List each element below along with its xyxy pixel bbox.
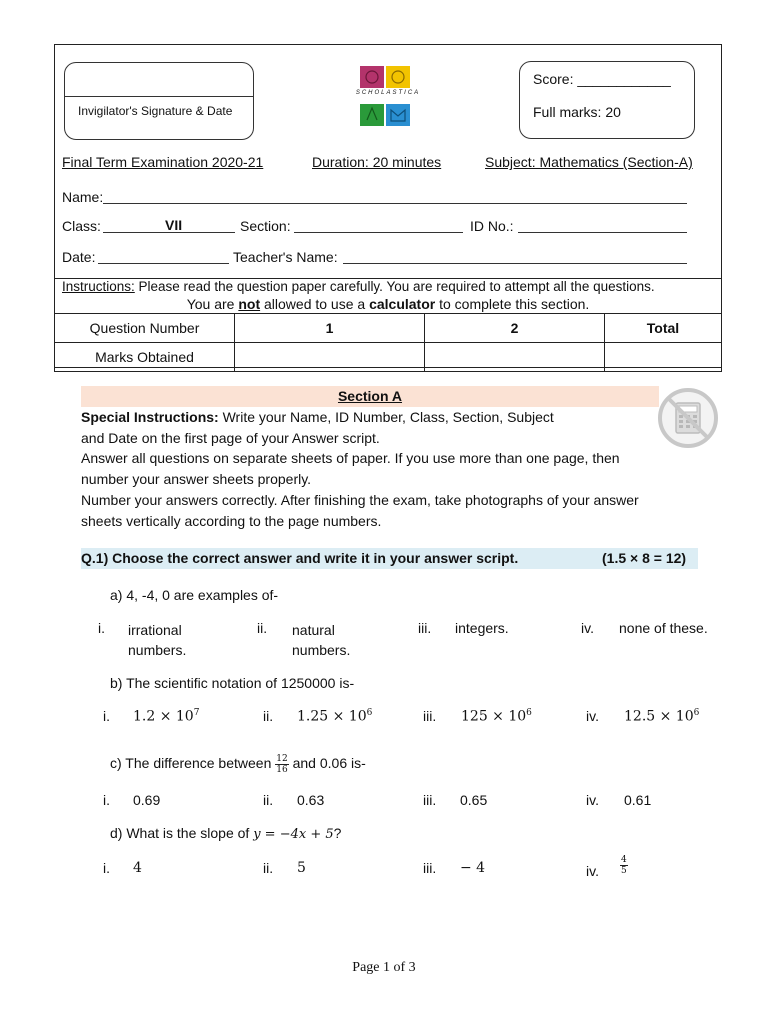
- question-c: [110, 748, 366, 778]
- option-number: iv.: [581, 620, 594, 636]
- option-a-i[interactable]: [128, 620, 186, 660]
- notice-text-b: allowed to use a: [260, 296, 370, 312]
- option-text: 125 × 10: [461, 708, 527, 725]
- option-number: iv.: [586, 863, 599, 879]
- invigilator-box: [64, 62, 254, 140]
- option-text: 12.5 × 10: [624, 708, 694, 725]
- question-text: c) The difference between: [110, 755, 276, 771]
- exam-title: Final Term Examination 2020-21: [62, 154, 264, 170]
- option-number: i.: [103, 708, 110, 724]
- notice-text-c: to complete this section.: [435, 296, 590, 312]
- date-label: Date:: [62, 249, 96, 265]
- option-text: numbers.: [292, 642, 351, 658]
- option-number: iii.: [423, 860, 437, 876]
- fraction-numerator: 4: [621, 855, 627, 865]
- table-header-cell: 1: [235, 314, 425, 343]
- option-b-iv[interactable]: [624, 708, 699, 725]
- special-instructions: [81, 407, 656, 531]
- table-header-cell: Question Number: [55, 314, 235, 343]
- option-text: irrational: [128, 622, 182, 638]
- special-text-1: Write your Name, ID Number, Class, Section, Subject: [218, 409, 554, 425]
- question-a: a) 4, -4, 0 are examples of-: [110, 587, 279, 603]
- teacher-label: Teacher's Name:: [233, 249, 338, 265]
- question-text: d) What is the slope of: [110, 825, 254, 841]
- option-b-iii[interactable]: [461, 708, 532, 725]
- option-a-iii[interactable]: integers.: [455, 620, 509, 636]
- table-row: [55, 343, 722, 372]
- option-d-i[interactable]: 4: [133, 860, 142, 876]
- option-number: ii.: [263, 708, 274, 724]
- date-field[interactable]: [98, 263, 229, 264]
- option-number: i.: [98, 620, 105, 636]
- class-value: VII: [165, 217, 183, 233]
- question-text: ?: [333, 825, 342, 841]
- option-number: i.: [103, 860, 110, 876]
- class-label: Class:: [62, 218, 101, 234]
- notice-calculator: calculator: [369, 296, 436, 312]
- table-row-label: Marks Obtained: [55, 343, 235, 372]
- section-title: Section A: [337, 388, 403, 404]
- option-text: 1.2 × 10: [133, 708, 194, 725]
- exam-duration: Duration: 20 minutes: [312, 154, 442, 170]
- marks-table: [54, 313, 722, 372]
- option-d-iv[interactable]: [620, 855, 628, 876]
- no-calculator-icon: [657, 387, 719, 449]
- instruction-para-2a: Answer all questions on separate sheets of paper. If you use more than one page, then: [81, 450, 620, 467]
- option-a-ii[interactable]: [292, 620, 350, 660]
- option-number: ii.: [257, 620, 268, 636]
- special-label: Special Instructions:: [81, 409, 219, 425]
- fraction: [275, 754, 288, 775]
- option-b-i[interactable]: [133, 708, 199, 725]
- instruction-para-3b: sheets vertically according to the page numbers.: [81, 512, 382, 529]
- logo-text: SCHOLASTICA: [355, 90, 421, 96]
- option-exponent: 6: [526, 708, 532, 718]
- instructions-text: Please read the question paper carefully. You are required to attempt all the questions.: [134, 279, 655, 294]
- option-number: iv.: [586, 708, 599, 724]
- table-header-cell: Total: [605, 314, 722, 343]
- question-d: [110, 825, 341, 842]
- full-marks: Full marks: 20: [533, 104, 621, 120]
- marks-cell[interactable]: [235, 343, 425, 372]
- option-b-ii[interactable]: [297, 708, 372, 725]
- option-number: iii.: [423, 792, 437, 808]
- name-field[interactable]: [103, 203, 687, 204]
- table-header-cell: 2: [425, 314, 605, 343]
- q1-marks: (1.5 × 8 = 12): [602, 550, 687, 566]
- fraction: [620, 855, 628, 876]
- exam-subject: Subject: Mathematics (Section-A): [485, 154, 693, 170]
- question-b: b) The scientific notation of 1250000 is-: [110, 675, 355, 691]
- special-text-2: and Date on the first page of your Answer script.: [81, 429, 380, 446]
- score-box: [519, 61, 695, 139]
- school-logo: [343, 66, 433, 128]
- option-number: ii.: [263, 860, 274, 876]
- option-d-ii[interactable]: 5: [297, 860, 306, 876]
- question-equation: y = −4x + 5: [253, 827, 334, 842]
- fraction-denominator: 16: [276, 764, 288, 775]
- calculator-notice: [54, 296, 722, 312]
- teacher-field[interactable]: [343, 263, 687, 264]
- instruction-para-2b: number your answer sheets properly.: [81, 471, 312, 488]
- question-text: and 0.06 is-: [288, 755, 366, 771]
- option-text: 1.25 × 10: [297, 708, 367, 725]
- option-d-iii[interactable]: − 4: [460, 860, 486, 876]
- option-c-i[interactable]: 0.69: [133, 792, 161, 808]
- invigilator-label: Invigilator's Signature & Date: [78, 104, 233, 118]
- fraction-denominator: 5: [621, 866, 627, 876]
- option-number: iv.: [586, 792, 599, 808]
- option-number: iii.: [423, 708, 437, 724]
- id-label: ID No.:: [470, 218, 514, 234]
- id-field[interactable]: [518, 232, 687, 233]
- option-c-iv[interactable]: 0.61: [624, 792, 652, 808]
- option-number: i.: [103, 792, 110, 808]
- section-label: Section:: [240, 218, 291, 234]
- score-label: Score: ____________: [533, 71, 671, 87]
- fraction-numerator: 12: [276, 753, 288, 764]
- notice-text-a: You are: [186, 296, 239, 312]
- option-number: ii.: [263, 792, 274, 808]
- instruction-para-3a: Number your answers correctly. After finishing the exam, take photographs of your answer: [81, 491, 639, 508]
- option-text: numbers.: [128, 642, 187, 658]
- q1-title: Q.1) Choose the correct answer and write it in your answer script.: [81, 550, 519, 566]
- option-exponent: 6: [693, 708, 700, 718]
- name-label: Name:: [62, 189, 104, 205]
- notice-not: not: [238, 296, 261, 312]
- option-a-iv[interactable]: none of these.: [619, 620, 708, 636]
- option-c-ii[interactable]: 0.63: [297, 792, 325, 808]
- option-c-iii[interactable]: 0.65: [460, 792, 488, 808]
- page-number: Page 1 of 3: [352, 960, 416, 975]
- marks-cell[interactable]: [605, 343, 722, 372]
- section-field[interactable]: [294, 232, 463, 233]
- marks-cell[interactable]: [425, 343, 605, 372]
- option-exponent: 7: [193, 708, 200, 718]
- option-text: natural: [292, 622, 335, 638]
- option-number: iii.: [418, 620, 432, 636]
- instructions-label: Instructions:: [62, 279, 135, 294]
- table-row: [55, 314, 722, 343]
- option-exponent: 6: [366, 708, 373, 718]
- instructions: [62, 279, 717, 294]
